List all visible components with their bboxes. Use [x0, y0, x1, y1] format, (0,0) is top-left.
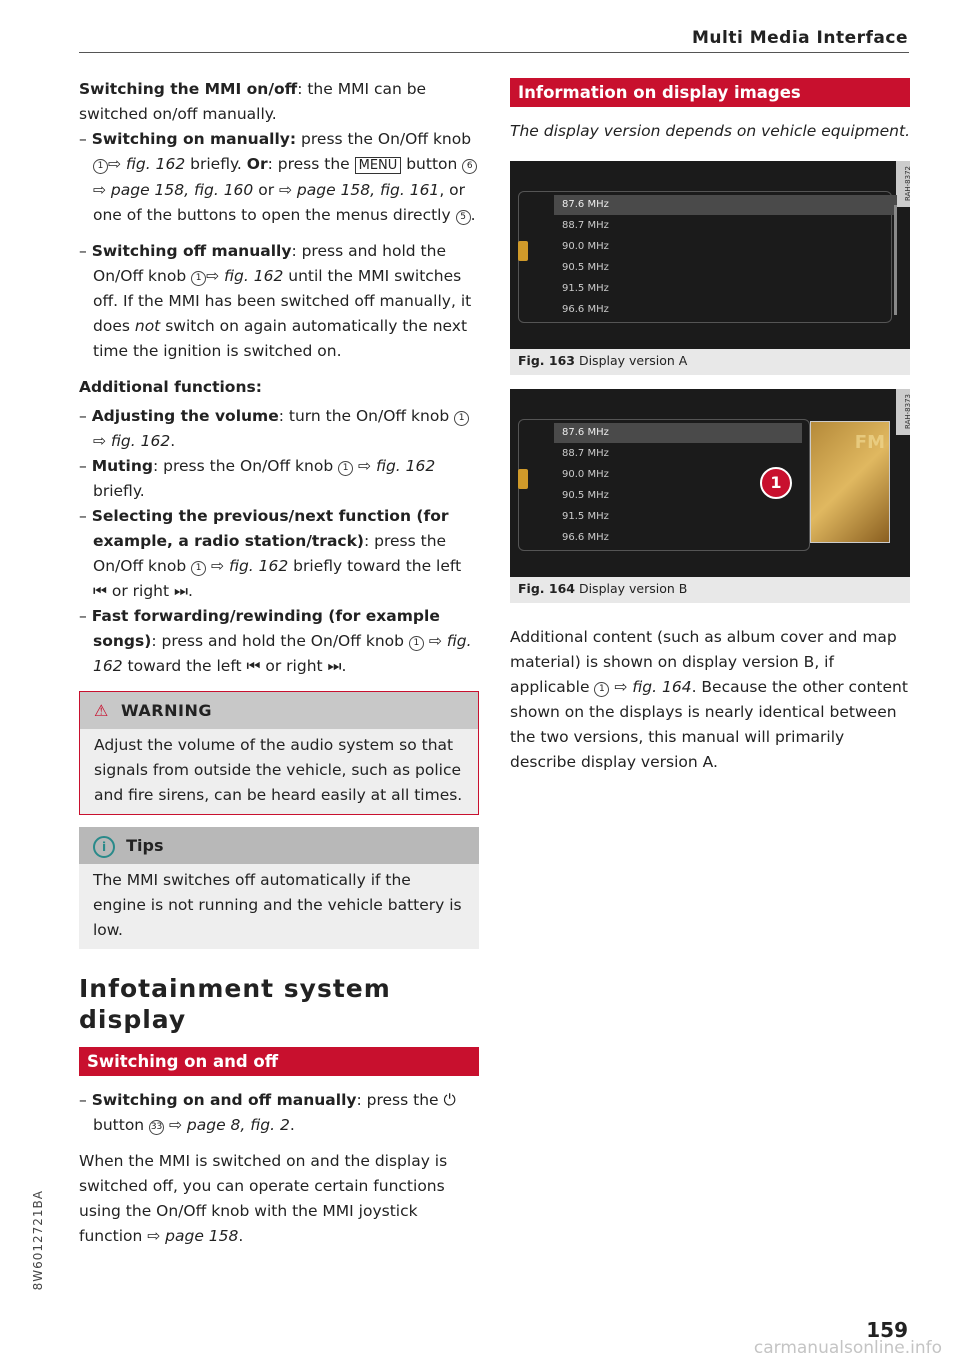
xref[interactable]: ⇨ page 158	[147, 1227, 239, 1245]
xref[interactable]: ⇨ page 158, fig. 160	[93, 181, 254, 199]
xref[interactable]: ⇨ fig. 162	[206, 267, 284, 285]
figure-code: RAH-8372	[896, 161, 910, 207]
radio-icon	[518, 469, 528, 489]
callout-1: 1	[191, 271, 206, 286]
station-item[interactable]: 91.5 MHz	[562, 283, 609, 294]
tips-body: The MMI switches off automatically if the engine is not running and the vehicle battery is low.	[79, 864, 479, 949]
xref[interactable]: ⇨ fig. 164	[609, 678, 692, 696]
callout-1: 1	[93, 159, 108, 174]
additional-functions-title: Additional functions:	[79, 378, 262, 396]
callout-circle: 1	[760, 467, 792, 499]
xref[interactable]: ⇨ page 158, fig. 161	[279, 181, 440, 199]
item-muting: – Muting: press the On/Off knob 1 ⇨ fig. 162 briefly.	[79, 457, 436, 500]
station-item[interactable]: 90.5 MHz	[562, 262, 609, 273]
document-code: 8W6012721BA	[31, 1190, 45, 1291]
item-adjusting-volume: – Adjusting the volume: turn the On/Off knob 1 ⇨ fig. 162.	[79, 404, 479, 454]
menu-key: MENU	[355, 157, 402, 174]
station-item[interactable]: 96.6 MHz	[562, 304, 609, 315]
station-item[interactable]: 88.7 MHz	[562, 220, 609, 231]
figure-code: RAH-8373	[896, 389, 910, 435]
callout-1: 1	[338, 461, 353, 476]
callout-1: 1	[594, 682, 609, 697]
tips-header: i Tips	[79, 827, 479, 864]
figure-164-caption: Fig. 164 Display version B	[518, 581, 688, 596]
xref[interactable]: ⇨ fig. 162	[353, 457, 436, 475]
info-icon: i	[93, 836, 115, 858]
right-column	[510, 78, 910, 775]
station-item[interactable]: 88.7 MHz	[562, 448, 609, 459]
para-switching-on-off: Switching the MMI on/off: the MMI can be switched on/off manually.	[79, 80, 427, 123]
album-cover	[810, 421, 890, 543]
callout-5: 5	[456, 210, 471, 225]
item-switching-off-manually: – Switching off manually: press and hold the On/Off knob 1 ⇨ fig. 162 until the MMI switches off. If the MMI has been switched off manually, it does not switch on again automatically the next time the ignition is switched on.	[79, 242, 472, 360]
item-fast-forward: – Fast forwarding/rewinding (for example songs): press and hold the On/Off knob 1 ⇨ fig. 162 toward the left ⏮ or right ⏭.	[79, 607, 472, 675]
figure-163-caption: Fig. 163 Display version A	[518, 353, 688, 368]
xref[interactable]: ⇨ fig. 162	[93, 432, 171, 450]
station-item[interactable]: 90.0 MHz	[562, 469, 609, 480]
warning-triangle-icon: ⚠	[94, 701, 109, 720]
para-joystick: When the MMI is switched on and the display is switched off, you can operate certain functions using the On/Off knob with the MMI joystick function ⇨ page 158.	[79, 1152, 448, 1245]
callout-1: 1	[409, 636, 424, 651]
station-item[interactable]: 90.0 MHz	[562, 241, 609, 252]
tips-box	[79, 827, 479, 949]
item-switching-on-off-manually: – Switching on and off manually: press the ⏻ button 33 ⇨ page 8, fig. 2.	[79, 1091, 456, 1134]
callout-33: 33	[149, 1120, 164, 1135]
station-item[interactable]: 87.6 MHz	[554, 195, 897, 215]
fm-label: FM	[854, 432, 885, 453]
section-title: Infotainment system display	[79, 974, 391, 1034]
station-item[interactable]: 91.5 MHz	[562, 511, 609, 522]
callout-6: 6	[462, 159, 477, 174]
xref[interactable]: ⇨ fig. 162	[206, 557, 289, 575]
warning-header: ⚠ WARNING	[80, 692, 478, 729]
running-header: Multi Media Interface	[692, 28, 908, 48]
xref[interactable]: ⇨ page 8, fig. 2	[164, 1116, 290, 1134]
left-column	[79, 77, 479, 1249]
station-item[interactable]: 87.6 MHz	[554, 423, 802, 443]
figure-163	[510, 161, 910, 375]
info-display-bar: Information on display images	[510, 78, 910, 107]
display-b-screen	[510, 389, 910, 577]
xref[interactable]: ⇨ fig. 162	[93, 632, 472, 675]
watermark: carmanualsonline.info	[753, 1338, 942, 1358]
callout-1: 1	[191, 561, 206, 576]
subsection-bar: Switching on and off	[79, 1047, 479, 1076]
page-number: 159	[866, 1318, 908, 1342]
header-rule	[79, 52, 909, 53]
para-additional-content: Additional content (such as album cover and map material) is shown on display version B, if applicable 1 ⇨ fig. 164. Because the other content shown on the displays is nearly identical between the two versions, this manual will primarily describe display version A.	[510, 628, 908, 771]
item-switching-on-manually: – Switching on manually: press the On/Off knob 1 ⇨ fig. 162 briefly. Or: press the MENU button 6 ⇨ page 158, fig. 160 or ⇨ page 158, fig. 161, or one of the buttons to open the menus directly 5 .	[79, 130, 476, 224]
radio-icon	[518, 241, 528, 261]
scrollbar[interactable]	[894, 205, 897, 315]
item-selecting-prev-next: – Selecting the previous/next function (for example, a radio station/track): press the On/Off knob 1 ⇨ fig. 162 briefly toward the left ⏮ or right ⏭.	[79, 507, 462, 600]
warning-box	[79, 691, 479, 815]
display-a-screen	[510, 161, 910, 349]
figure-164	[510, 389, 910, 603]
xref[interactable]: ⇨ fig. 162	[108, 155, 186, 173]
station-item[interactable]: 90.5 MHz	[562, 490, 609, 501]
callout-1: 1	[454, 411, 469, 426]
station-item[interactable]: 96.6 MHz	[562, 532, 609, 543]
intro-text: The display version depends on vehicle equipment.	[510, 122, 911, 140]
warning-body: Adjust the volume of the audio system so that signals from outside the vehicle, such as police and fire sirens, can be heard easily at all times.	[80, 729, 478, 814]
